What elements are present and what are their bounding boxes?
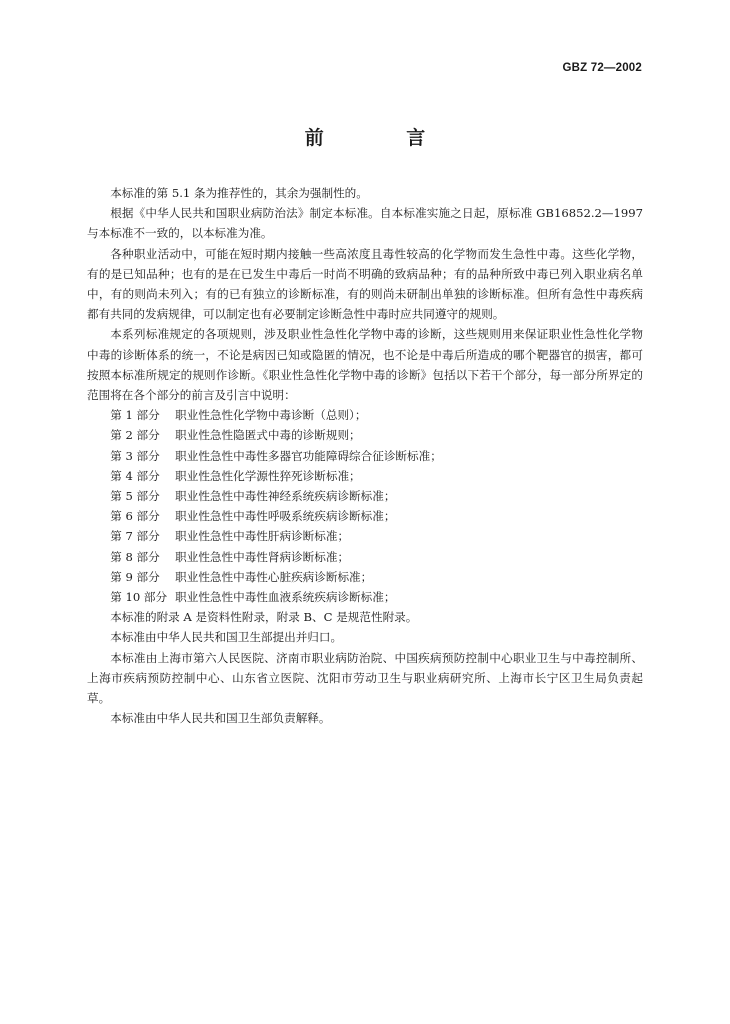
part-number: 第 9 部分 [110,569,160,584]
paragraph-drafters: 本标准由上海市第六人民医院、济南市职业病防治院、中国疾病预防控制中心职业卫生与中毒控制所、上海市疾病预防控制中心、山东省立医院、沈阳市劳动卫生与职业病研究所、上海市长宁区卫生局负责起草。 [87,650,643,706]
part-number: 第 3 部分 [110,448,160,463]
part-title: 职业性急性化学源性猝死诊断标准； [175,468,361,483]
paragraph-recommended-clause: 本标准的第 5.1 条为推荐性的，其余为强制性的。 [110,186,368,200]
part-number: 第 7 部分 [110,529,160,544]
part-number: 第 8 部分 [110,549,160,564]
part-number: 第 6 部分 [110,509,160,524]
list-item [87,506,643,526]
page-code: GBZ 72—2002 [562,62,642,74]
part-title: 职业性急性中毒性神经系统疾病诊断标准； [175,489,396,504]
part-title: 职业性急性中毒性肝病诊断标准； [175,529,350,544]
part-number: 第 1 部分 [110,408,160,423]
document-body [87,183,643,728]
paragraph-proposer: 本标准由中华人民共和国卫生部提出并归口。 [110,630,343,645]
list-item [87,547,643,567]
part-title: 职业性急性中毒性血液系统疾病诊断标准； [175,590,396,605]
page-title: 前 言 [304,127,464,149]
list-item [87,466,643,486]
list-item [87,405,643,425]
part-title: 职业性急性中毒性肾病诊断标准； [175,549,350,564]
list-item [87,526,643,546]
paragraph-legal-basis: 根据《中华人民共和国职业病防治法》制定本标准。自本标准实施之日起，原标准 GB16852.2—1997 与本标准不一致的，以本标准为准。 [87,206,643,241]
list-item [87,446,643,466]
list-item [87,425,643,445]
part-number: 第 5 部分 [110,489,160,504]
paragraph-background: 各种职业活动中，可能在短时期内接触一些高浓度且毒性较高的化学物而发生急性中毒。这些化学物，有的是已知品种；也有的是在已发生中毒后一时尚不明确的致病品种；有的品种所致中毒已列入职业病名单中，有的则尚未列入；有的已有独立的诊断标准，有的则尚未研制出单独的诊断标准。但所有急性中毒疾病都有共同的发病规律，可以制定也有必要制定诊断急性中毒时应共同遵守的规则。 [87,246,643,322]
part-title: 职业性急性中毒性呼吸系统疾病诊断标准； [175,509,396,524]
part-number: 第 10 部分 [110,590,168,605]
part-number: 第 4 部分 [110,468,160,483]
paragraph-interpretation: 本标准由中华人民共和国卫生部负责解释。 [110,711,331,726]
paragraph-series-scope: 本系列标准规定的各项规则，涉及职业性急性化学物中毒的诊断，这些规则用来保证职业性急性化学物中毒的诊断体系的统一，不论是病因已知或隐匿的情况，也不论是中毒后所造成的哪个靶器官的损害，都可按照本标准所规定的规则作诊断。《职业性急性化学物中毒的诊断》包括以下若干个部分，每一部分所界定的范围将在各个部分的前言及引言中说明： [87,327,643,403]
part-title: 职业性急性隐匿式中毒的诊断规则； [175,428,361,443]
list-item [87,587,643,607]
part-title: 职业性急性中毒性多器官功能障碍综合征诊断标准； [175,448,442,463]
part-title: 职业性急性中毒性心脏疾病诊断标准； [175,569,373,584]
paragraph-annexes: 本标准的附录 A 是资料性附录，附录 B、C 是规范性附录。 [110,610,418,625]
list-item [87,567,643,587]
part-title: 职业性急性化学物中毒诊断（总则）； [175,408,367,423]
list-item [87,486,643,506]
part-number: 第 2 部分 [110,428,160,443]
parts-list [87,405,643,607]
